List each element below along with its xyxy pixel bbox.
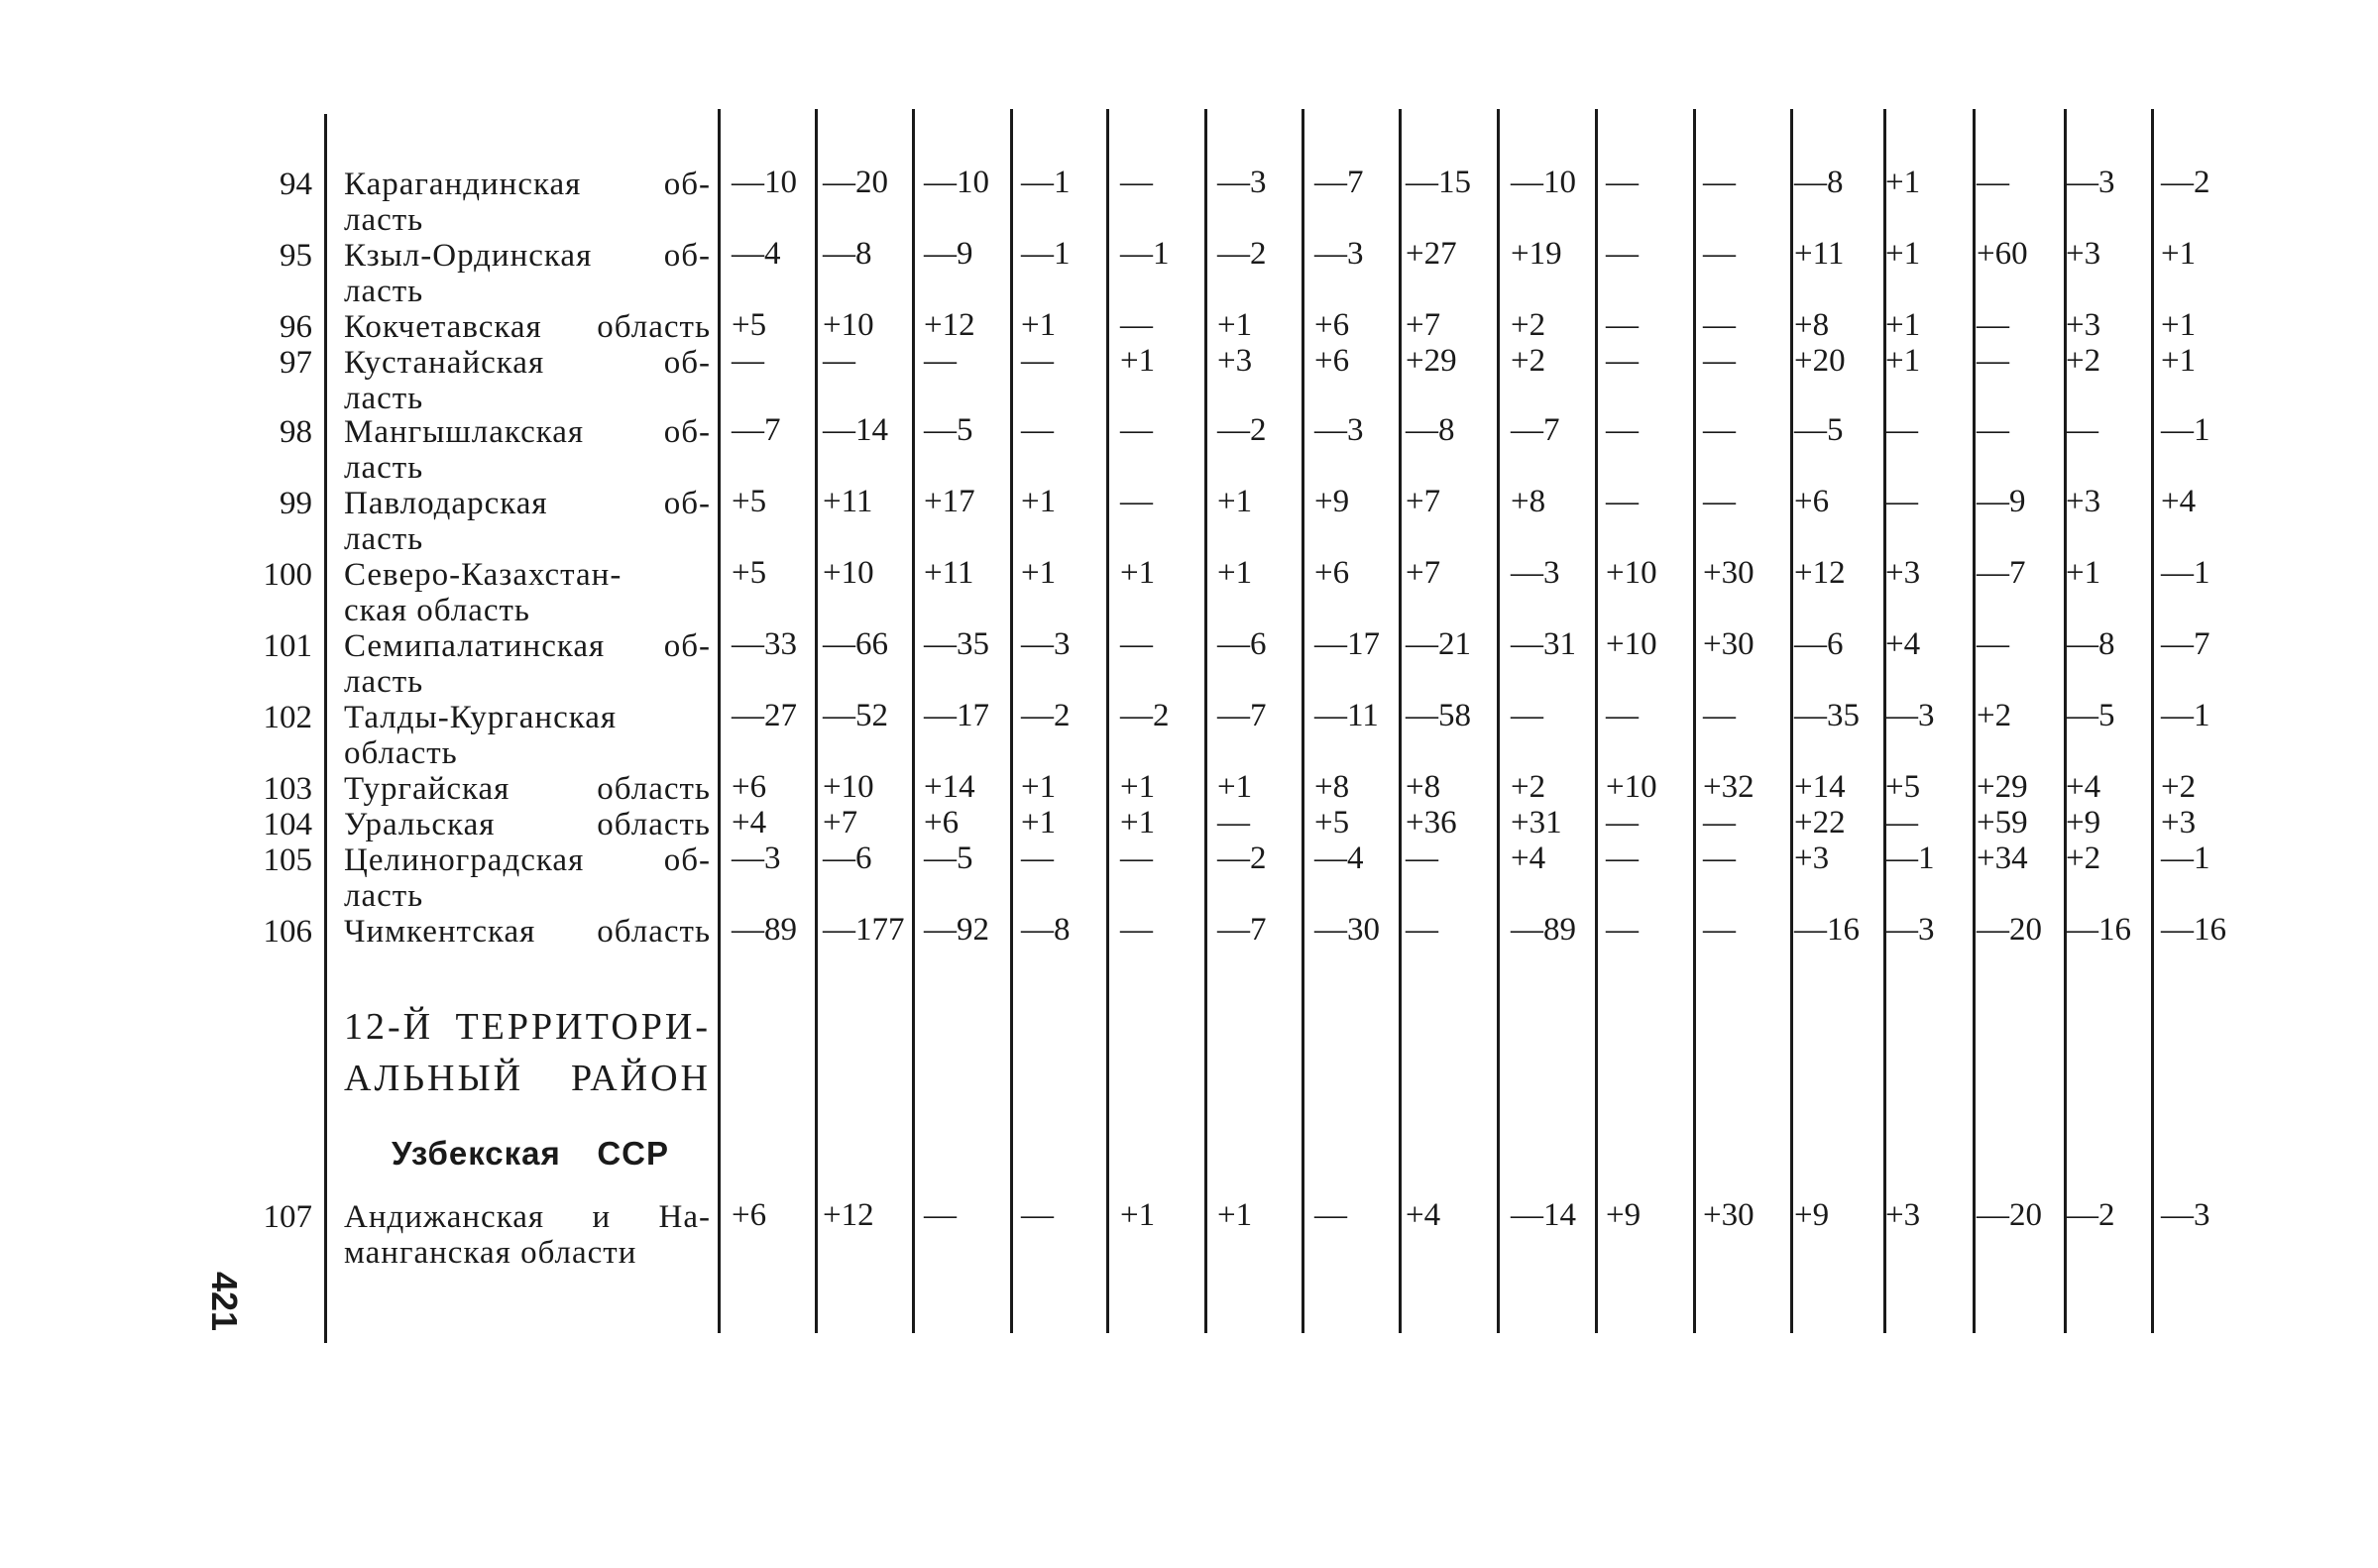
table-cell: — — [1703, 412, 1736, 448]
table-cell: +12 — [924, 307, 975, 343]
row-number: 104 — [263, 807, 312, 842]
table-cell: —4 — [1314, 840, 1364, 876]
region-name-line1: Карагандинская об- — [344, 167, 711, 202]
table-cell: — — [1606, 343, 1639, 379]
table-cell: —3 — [2161, 1197, 2210, 1233]
table-cell: — — [1021, 412, 1054, 448]
row-number: 101 — [263, 628, 312, 664]
table-cell: — — [1021, 1197, 1054, 1233]
table-cell: +1 — [2161, 343, 2197, 379]
column-rule — [2151, 109, 2154, 1333]
table-cell: —35 — [1794, 698, 1860, 733]
table-cell: —1 — [1021, 236, 1071, 272]
table-cell: +1 — [1217, 769, 1253, 805]
table-cell: —7 — [2161, 626, 2210, 662]
table-cell: —3 — [732, 840, 781, 876]
table-cell: —6 — [1217, 626, 1267, 662]
column-rule — [1204, 109, 1207, 1333]
table-cell: — — [1606, 698, 1639, 733]
table-cell: +1 — [1021, 555, 1057, 591]
table-cell: — — [1977, 343, 2009, 379]
row-number: 107 — [263, 1199, 312, 1235]
section-heading-line2: АЛЬНЫЙ РАЙОН — [344, 1058, 711, 1099]
table-cell: — — [1703, 236, 1736, 272]
column-rule — [1399, 109, 1402, 1333]
region-name-line1: Тургайская область — [344, 771, 711, 807]
table-cell: +60 — [1977, 236, 2028, 272]
table-cell: +9 — [1314, 484, 1350, 519]
table-cell: +10 — [823, 769, 874, 805]
table-cell: —14 — [1511, 1197, 1576, 1233]
table-cell: —35 — [924, 626, 989, 662]
table-cell: +6 — [1794, 484, 1830, 519]
subheading-word1: Узбекская — [392, 1135, 561, 1172]
table-cell: — — [924, 343, 957, 379]
region-name-line2: область — [344, 735, 458, 771]
region-name — [344, 557, 711, 628]
table-cell: — — [1120, 840, 1153, 876]
region-name-line2: ласть — [344, 202, 424, 238]
column-rule — [912, 109, 915, 1333]
table-cell: +1 — [2161, 236, 2197, 272]
column-rule — [1302, 109, 1304, 1333]
table-cell: —1 — [1885, 840, 1935, 876]
region-name-line1: Целиноградская об- — [344, 842, 711, 878]
table-cell: —7 — [1314, 165, 1364, 200]
table-cell: —5 — [2066, 698, 2115, 733]
row-number: 95 — [280, 238, 312, 274]
table-cell: —14 — [823, 412, 888, 448]
table-cell: +11 — [1794, 236, 1845, 272]
table-cell: +5 — [732, 555, 767, 591]
table-cell: — — [1977, 626, 2009, 662]
table-cell: —1 — [1021, 165, 1071, 200]
table-cell: +1 — [1885, 343, 1921, 379]
row-number: 98 — [280, 414, 312, 450]
table-cell: +1 — [2161, 307, 2197, 343]
table-cell: +1 — [1217, 484, 1253, 519]
table-cell: — — [1021, 343, 1054, 379]
table-cell: —2 — [1217, 412, 1267, 448]
table-cell: +1 — [1120, 805, 1156, 840]
region-name-line1: Чимкентская область — [344, 914, 711, 950]
table-cell: — — [1606, 412, 1639, 448]
table-cell: +3 — [1885, 1197, 1921, 1233]
table-cell: —7 — [1511, 412, 1560, 448]
region-name — [344, 914, 711, 950]
table-cell: +10 — [823, 555, 874, 591]
region-name-line2: ласть — [344, 664, 424, 700]
table-cell: +4 — [1406, 1197, 1441, 1233]
table-cell: —20 — [823, 165, 888, 200]
table-cell: —177 — [823, 912, 905, 948]
table-cell: +34 — [1977, 840, 2028, 876]
table-cell: +1 — [1885, 165, 1921, 200]
table-cell: —33 — [732, 626, 797, 662]
table-cell: —5 — [924, 840, 973, 876]
region-name-line1: Талды-Курганская — [344, 700, 618, 735]
table-cell: +29 — [1406, 343, 1457, 379]
table-cell: +2 — [1511, 307, 1546, 343]
column-rule — [1973, 109, 1976, 1333]
table-cell: — — [1703, 805, 1736, 840]
table-cell: —31 — [1511, 626, 1576, 662]
table-cell: +11 — [823, 484, 873, 519]
table-cell: — — [1021, 840, 1054, 876]
table-cell: +1 — [1021, 769, 1057, 805]
region-name-line1: Кзыл-Ординская об- — [344, 238, 711, 274]
table-cell: — — [1217, 805, 1250, 840]
table-cell: +2 — [1511, 769, 1546, 805]
table-cell: +8 — [1511, 484, 1546, 519]
column-rule — [1010, 109, 1013, 1333]
table-cell: +6 — [732, 1197, 767, 1233]
table-cell: +1 — [1217, 307, 1253, 343]
table-cell: —8 — [823, 236, 872, 272]
table-cell: +7 — [1406, 555, 1441, 591]
table-cell: +3 — [2066, 484, 2101, 519]
table-cell: —10 — [1511, 165, 1576, 200]
table-cell: +5 — [732, 484, 767, 519]
table-cell: —17 — [1314, 626, 1380, 662]
table-cell: +3 — [1885, 555, 1921, 591]
region-name-line2: манганская области — [344, 1235, 637, 1271]
table-cell: —1 — [2161, 698, 2210, 733]
region-name-line1: Уральская область — [344, 807, 711, 842]
table-cell: +4 — [1885, 626, 1921, 662]
table-cell: — — [1703, 912, 1736, 948]
region-name — [344, 167, 711, 238]
region-name-line2: ласть — [344, 878, 424, 914]
table-cell: +1 — [1885, 307, 1921, 343]
table-cell: —16 — [1794, 912, 1860, 948]
table-cell: — — [1977, 307, 2009, 343]
table-cell: +8 — [1794, 307, 1830, 343]
table-cell: +1 — [1021, 484, 1057, 519]
region-name-line2: ласть — [344, 274, 424, 309]
table-cell: +6 — [1314, 555, 1350, 591]
table-cell: +17 — [924, 484, 975, 519]
table-cell: +11 — [924, 555, 974, 591]
table-cell: +10 — [1606, 555, 1657, 591]
region-name — [344, 771, 711, 807]
table-cell: — — [1120, 912, 1153, 948]
row-number: 103 — [263, 771, 312, 807]
table-cell: — — [1977, 165, 2009, 200]
region-name-line2: ласть — [344, 450, 424, 486]
table-cell: +4 — [732, 805, 767, 840]
table-cell: —11 — [1314, 698, 1379, 733]
table-cell: +36 — [1406, 805, 1457, 840]
table-cell: —2 — [2066, 1197, 2115, 1233]
table-cell: +30 — [1703, 555, 1755, 591]
table-cell: — — [1885, 805, 1918, 840]
table-cell: — — [1703, 484, 1736, 519]
table-cell: — — [2066, 412, 2098, 448]
table-cell: +3 — [1794, 840, 1830, 876]
region-name — [344, 842, 711, 914]
table-cell: —3 — [2066, 165, 2115, 200]
table-cell: —2 — [1217, 840, 1267, 876]
table-cell: +1 — [2066, 555, 2101, 591]
table-cell: —3 — [1885, 912, 1935, 948]
table-cell: +1 — [1021, 307, 1057, 343]
table-cell: — — [1703, 165, 1736, 200]
table-cell: +9 — [1606, 1197, 1642, 1233]
table-cell: +8 — [1314, 769, 1350, 805]
region-name — [344, 345, 711, 416]
page-number: 421 — [204, 1271, 246, 1332]
table-cell: —3 — [1314, 412, 1364, 448]
table-cell: +6 — [924, 805, 960, 840]
table-cell: +1 — [1120, 769, 1156, 805]
region-name-line2: ласть — [344, 381, 424, 416]
table-cell: +3 — [2161, 805, 2197, 840]
table-cell: +12 — [1794, 555, 1846, 591]
column-rule — [1693, 109, 1696, 1333]
table-cell: +6 — [1314, 343, 1350, 379]
table-cell: +1 — [1217, 555, 1253, 591]
table-cell: —9 — [924, 236, 973, 272]
table-cell: — — [1120, 307, 1153, 343]
table-cell: —8 — [2066, 626, 2115, 662]
table-cell: +1 — [1120, 555, 1156, 591]
column-rule — [1497, 109, 1500, 1333]
table-cell: — — [1406, 840, 1438, 876]
table-cell: —4 — [732, 236, 781, 272]
table-cell: — — [1703, 343, 1736, 379]
table-cell: +1 — [1120, 1197, 1156, 1233]
table-cell: —27 — [732, 698, 797, 733]
table-cell: —10 — [732, 165, 797, 200]
table-cell: — — [1885, 484, 1918, 519]
table-cell: +2 — [2066, 840, 2101, 876]
table-cell: +4 — [1511, 840, 1546, 876]
region-name-line2: ская область — [344, 593, 530, 628]
table-cell: —8 — [1794, 165, 1844, 200]
row-number: 102 — [263, 700, 312, 735]
table-cell: +10 — [1606, 769, 1657, 805]
table-cell: +3 — [1217, 343, 1253, 379]
table-cell: — — [732, 343, 764, 379]
table-cell: +29 — [1977, 769, 2028, 805]
table-cell: +20 — [1794, 343, 1846, 379]
table-cell: — — [924, 1197, 957, 1233]
region-name — [344, 1199, 711, 1271]
table-cell: —16 — [2161, 912, 2226, 948]
column-rule — [1790, 109, 1793, 1333]
table-cell: +10 — [1606, 626, 1657, 662]
table-cell: —89 — [732, 912, 797, 948]
table-cell: —15 — [1406, 165, 1471, 200]
table-cell: +5 — [1885, 769, 1921, 805]
table-cell: —6 — [823, 840, 872, 876]
region-name-line1: Семипалатинская об- — [344, 628, 711, 664]
table-cell: +2 — [1511, 343, 1546, 379]
table-cell: +10 — [823, 307, 874, 343]
table-cell: — — [823, 343, 855, 379]
table-cell: —1 — [1120, 236, 1170, 272]
table-cell: — — [1606, 307, 1639, 343]
table-cell: —2 — [1217, 236, 1267, 272]
table-cell: —9 — [1977, 484, 2026, 519]
table-cell: —7 — [1217, 912, 1267, 948]
table-cell: +19 — [1511, 236, 1562, 272]
region-name-line1: Кокчетавская область — [344, 309, 711, 345]
region-name-line1: Кустанайская об- — [344, 345, 711, 381]
row-number: 99 — [280, 486, 312, 521]
row-number: 96 — [280, 309, 312, 345]
row-number: 94 — [280, 167, 312, 202]
column-rule — [1106, 109, 1109, 1333]
table-cell: —8 — [1406, 412, 1455, 448]
table-cell: — — [1606, 236, 1639, 272]
table-cell: —21 — [1406, 626, 1471, 662]
table-cell: —2 — [1120, 698, 1170, 733]
row-number: 97 — [280, 345, 312, 381]
table-cell: +1 — [1217, 1197, 1253, 1233]
table-cell: —7 — [732, 412, 781, 448]
table-cell: +6 — [1314, 307, 1350, 343]
region-name-line1: Андижанская и На- — [344, 1199, 711, 1235]
table-cell: —30 — [1314, 912, 1380, 948]
table-cell: +12 — [823, 1197, 874, 1233]
table-cell: —3 — [1511, 555, 1560, 591]
table-cell: —10 — [924, 165, 989, 200]
table-cell: +1 — [1885, 236, 1921, 272]
table-cell: — — [1606, 805, 1639, 840]
table-cell: +1 — [1021, 805, 1057, 840]
table-cell: +9 — [2066, 805, 2101, 840]
row-number: 106 — [263, 914, 312, 950]
column-rule — [324, 114, 327, 1343]
table-cell: — — [1120, 626, 1153, 662]
table-cell: —2 — [1021, 698, 1071, 733]
table-cell: — — [1120, 412, 1153, 448]
table-cell: — — [1703, 840, 1736, 876]
table-cell: +4 — [2066, 769, 2101, 805]
table-cell: +59 — [1977, 805, 2028, 840]
section-heading-line1: 12-Й ТЕРРИТОРИ- — [344, 1006, 711, 1048]
table-cell: +2 — [2066, 343, 2101, 379]
region-name — [344, 238, 711, 309]
table-cell: +1 — [1120, 343, 1156, 379]
table-cell: +2 — [2161, 769, 2197, 805]
table-cell: — — [1606, 840, 1639, 876]
region-name — [344, 414, 711, 486]
table-cell: +3 — [2066, 236, 2101, 272]
table-cell: —1 — [2161, 840, 2210, 876]
table-cell: — — [1606, 165, 1639, 200]
table-cell: —7 — [1217, 698, 1267, 733]
table-cell: —17 — [924, 698, 989, 733]
table-cell: — — [1120, 165, 1153, 200]
table-cell: +7 — [823, 805, 858, 840]
table-cell: +4 — [2161, 484, 2197, 519]
table-cell: +31 — [1511, 805, 1562, 840]
region-name — [344, 309, 711, 345]
table-cell: —5 — [924, 412, 973, 448]
table-cell: +14 — [924, 769, 975, 805]
table-cell: — — [1703, 698, 1736, 733]
table-cell: +3 — [2066, 307, 2101, 343]
region-name-line2: ласть — [344, 521, 424, 557]
table-cell: —6 — [1794, 626, 1844, 662]
table-cell: +2 — [1977, 698, 2012, 733]
table-cell: — — [1885, 412, 1918, 448]
section-heading — [344, 1001, 711, 1104]
region-name — [344, 628, 711, 700]
region-name — [344, 700, 711, 771]
table-cell: —7 — [1977, 555, 2026, 591]
table-cell: +22 — [1794, 805, 1846, 840]
region-name — [344, 486, 711, 557]
table-cell: —20 — [1977, 912, 2042, 948]
table-cell: — — [1314, 1197, 1347, 1233]
table-cell: —8 — [1021, 912, 1071, 948]
table-cell: —58 — [1406, 698, 1471, 733]
table-cell: —89 — [1511, 912, 1576, 948]
table-cell: —3 — [1885, 698, 1935, 733]
table-cell: +14 — [1794, 769, 1846, 805]
table-cell: —1 — [2161, 555, 2210, 591]
table-cell: +7 — [1406, 307, 1441, 343]
table-cell: +8 — [1406, 769, 1441, 805]
region-name-line1: Павлодарская об- — [344, 486, 711, 521]
table-cell: —66 — [823, 626, 888, 662]
column-rule — [1595, 109, 1598, 1333]
table-cell: —20 — [1977, 1197, 2042, 1233]
table-cell: —5 — [1794, 412, 1844, 448]
table-cell: —92 — [924, 912, 989, 948]
row-number: 105 — [263, 842, 312, 878]
table-cell: — — [1406, 912, 1438, 948]
table-cell: —1 — [2161, 412, 2210, 448]
table-cell: +5 — [1314, 805, 1350, 840]
table-cell: +7 — [1406, 484, 1441, 519]
table-cell: — — [1120, 484, 1153, 519]
table-cell: — — [1977, 412, 2009, 448]
table-cell: +32 — [1703, 769, 1755, 805]
table-cell: +27 — [1406, 236, 1457, 272]
region-name-line1: Северо-Казахстан- — [344, 557, 623, 593]
table-cell: —3 — [1217, 165, 1267, 200]
table-cell: —16 — [2066, 912, 2131, 948]
table-cell: —3 — [1314, 236, 1364, 272]
column-rule — [815, 109, 818, 1333]
region-name-line1: Мангышлакская об- — [344, 414, 711, 450]
republic-subheading — [392, 1135, 669, 1173]
table-cell: — — [1511, 698, 1543, 733]
table-cell: —2 — [2161, 165, 2210, 200]
row-number: 100 — [263, 557, 312, 593]
table-cell: — — [1606, 484, 1639, 519]
region-name — [344, 807, 711, 842]
table-cell: +6 — [732, 769, 767, 805]
column-rule — [718, 109, 721, 1333]
table-cell: —52 — [823, 698, 888, 733]
table-cell: — — [1703, 307, 1736, 343]
table-cell: +5 — [732, 307, 767, 343]
table-cell: +30 — [1703, 626, 1755, 662]
table-cell: +30 — [1703, 1197, 1755, 1233]
subheading-word2: ССР — [597, 1135, 669, 1172]
table-cell: +9 — [1794, 1197, 1830, 1233]
table-cell: — — [1606, 912, 1639, 948]
table-cell: —3 — [1021, 626, 1071, 662]
